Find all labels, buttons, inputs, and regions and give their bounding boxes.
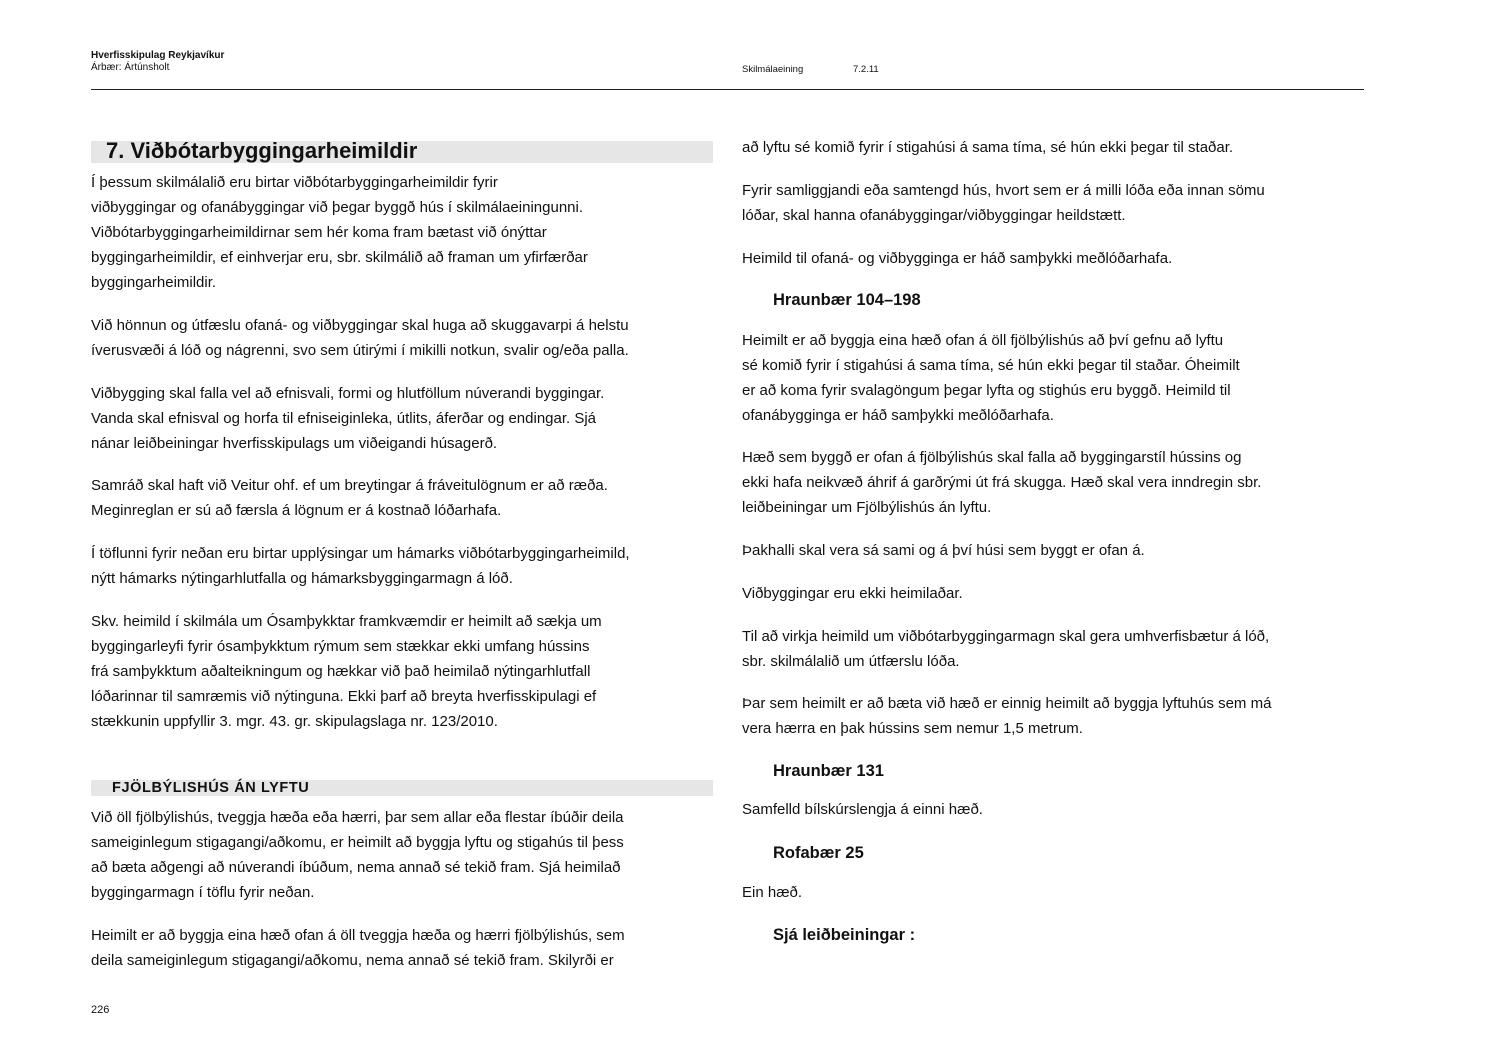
hraunbaer-104-198-paragraph-1 bbox=[742, 328, 1240, 428]
page-number: 226 bbox=[91, 1004, 110, 1016]
no-extension-paragraph bbox=[742, 581, 963, 606]
text-line: Fyrir samliggjandi eða samtengd hús, hvort sem er á milli lóða eða innan sömu bbox=[742, 182, 1265, 199]
text-line: Viðbyggingar eru ekki heimilaðar. bbox=[742, 585, 963, 602]
rofabaer-25-heading: Rofabær 25 bbox=[773, 844, 864, 862]
table-info-paragraph bbox=[91, 541, 630, 591]
text-line: byggingarmagn í töflu fyrir neðan. bbox=[91, 884, 315, 901]
text-line: nánar leiðbeiningar hverfisskipulags um viðeigandi húsagerð. bbox=[91, 435, 498, 452]
shadow-paragraph bbox=[91, 313, 629, 363]
adjoining-houses-paragraph bbox=[742, 178, 1265, 228]
text-line: Skv. heimild í skilmála um Ósamþykktar framkvæmdir er heimilt að sækja um bbox=[91, 613, 602, 630]
materials-paragraph bbox=[91, 381, 604, 456]
text-line: deila sameiginlegum stigagangi/aðkomu, nema annað sé tekið fram. Skilyrði er bbox=[91, 952, 614, 969]
text-line: Heimilt er að byggja eina hæð ofan á öll fjölbýlishús að því gefnu að lyftu bbox=[742, 332, 1224, 349]
document-title: Hverfisskipulag Reykjavíkur bbox=[91, 50, 225, 61]
text-line: byggingarleyfi fyrir ósamþykktum rýmum sem stækkar ekki umfang hússins bbox=[91, 638, 590, 655]
text-line: Við öll fjölbýlishús, tveggja hæða eða hærri, þar sem allar eða flestar íbúðir deila bbox=[91, 809, 624, 826]
guidelines-heading: Sjá leiðbeiningar : bbox=[773, 926, 916, 944]
subsection-heading: FJÖLBÝLISHÚS ÁN LYFTU bbox=[112, 780, 310, 796]
text-line: Viðbótarbyggingarheimildirnar sem hér koma fram bætast við ónýttar bbox=[91, 224, 547, 241]
text-line: Heimilt er að byggja eina hæð ofan á öll tveggja hæða og hærri fjölbýlishús, sem bbox=[91, 927, 625, 944]
text-line: Samráð skal haft við Veitur ohf. ef um breytingar á fráveitulögnum er að ræða. bbox=[91, 477, 608, 494]
text-line: Í töflunni fyrir neðan eru birtar upplýsingar um hámarks viðbótarbyggingarheimild, bbox=[91, 545, 630, 562]
text-line: viðbyggingar og ofanábyggingar við þegar byggð hús í skilmálaeiningunni. bbox=[91, 199, 583, 216]
text-line: Til að virkja heimild um viðbótarbyggingarmagn skal gera umhverfisbætur á lóð, bbox=[742, 628, 1270, 645]
text-line: vera hærra en þak hússins sem nemur 1,5 metrum. bbox=[742, 720, 1083, 737]
veitur-paragraph bbox=[91, 473, 608, 523]
text-line: byggingarheimildir, ef einhverjar eru, sbr. skilmálið að framan um yfirfærðar bbox=[91, 249, 588, 266]
consent-paragraph bbox=[742, 246, 1172, 271]
lift-house-paragraph bbox=[742, 691, 1271, 741]
text-line: íverusvæði á lóð og nágrenni, svo sem útirými í mikilli notkun, svalir og/eða palla. bbox=[91, 342, 629, 359]
text-line: Samfelld bílskúrslengja á einni hæð. bbox=[742, 801, 983, 818]
section-reference bbox=[742, 64, 879, 76]
roof-pitch-paragraph bbox=[742, 538, 1145, 563]
intro-paragraph bbox=[91, 170, 588, 295]
text-line: Þakhalli skal vera sá sami og á því húsi sem byggt er ofan á. bbox=[742, 542, 1145, 559]
text-line: ekki hafa neikvæð áhrif á garðrými út frá skugga. Hæð skal vera inndregin sbr. bbox=[742, 474, 1262, 491]
text-line: Við hönnun og útfæslu ofaná- og viðbyggingar skal huga að skuggavarpi á helstu bbox=[91, 317, 629, 334]
text-line: Hæð sem byggð er ofan á fjölbýlishús skal falla að byggingarstíl hússins og bbox=[742, 449, 1242, 466]
subsection-heading-bar bbox=[91, 780, 713, 796]
extra-floor-paragraph bbox=[91, 923, 625, 973]
elevator-paragraph bbox=[91, 805, 624, 905]
text-line: leiðbeiningar um Fjölbýlishús án lyftu. bbox=[742, 499, 992, 516]
text-line: Í þessum skilmálalið eru birtar viðbótarbyggingarheimildir fyrir bbox=[91, 174, 498, 191]
text-line: lóðarinnar til samræmis við nýtinguna. Ekki þarf að breyta hverfisskipulagi ef bbox=[91, 688, 597, 705]
text-line: byggingarheimildir. bbox=[91, 274, 217, 291]
section-heading-bar bbox=[91, 138, 713, 163]
text-line: Vanda skal efnisval og horfa til efniseiginleka, útlits, áferðar og endingar. Sjá bbox=[91, 410, 597, 427]
document-subtitle: Árbær: Ártúnsholt bbox=[91, 62, 170, 73]
environment-paragraph bbox=[742, 624, 1269, 674]
text-line: Heimild til ofaná- og viðbygginga er háð samþykki meðlóðarhafa. bbox=[742, 250, 1173, 267]
text-line: sbr. skilmálalið um útfærslu lóða. bbox=[742, 653, 960, 670]
text-line: frá samþykktum aðalteikningum og hækkar við það heimilað nýtingarhlutfall bbox=[91, 663, 591, 680]
text-line: Viðbygging skal falla vel að efnisvali, formi og hlutföllum núverandi byggingar. bbox=[91, 385, 605, 402]
document-header bbox=[91, 50, 224, 74]
text-line: lóðar, skal hanna ofanábyggingar/viðbyggingar heildstætt. bbox=[742, 207, 1126, 224]
rofabaer-25-paragraph bbox=[742, 880, 802, 905]
text-line: er að koma fyrir svalagöngum þegar lyfta og stighús eru byggð. Heimild til bbox=[742, 382, 1231, 399]
text-line: að lyftu sé komið fyrir í stigahúsi á sama tíma, sé hún ekki þegar til staðar. bbox=[742, 139, 1234, 156]
text-line: stækkunin uppfyllir 3. mgr. 43. gr. skipulagslaga nr. 123/2010. bbox=[91, 713, 498, 730]
hraunbaer-104-198-paragraph-2 bbox=[742, 445, 1261, 520]
hraunbaer-131-paragraph bbox=[742, 797, 983, 822]
text-line: sameiginlegum stigagangi/aðkomu, er heimilt að byggja lyftu og stigahús til þess bbox=[91, 834, 624, 851]
text-line: Meginreglan er sú að færsla á lögnum er á kostnað lóðarhafa. bbox=[91, 502, 502, 519]
section-code: 7.2.11 bbox=[853, 64, 879, 75]
text-line: Þar sem heimilt er að bæta við hæð er einnig heimilt að byggja lyftuhús sem má bbox=[742, 695, 1272, 712]
section-label: Skilmálaeining bbox=[742, 64, 804, 75]
text-line: Ein hæð. bbox=[742, 884, 803, 901]
hraunbaer-131-heading: Hraunbær 131 bbox=[773, 762, 884, 780]
text-line: ofanábygginga er háð samþykki meðlóðarhafa. bbox=[742, 407, 1054, 424]
text-line: að bæta aðgengi að núverandi íbúðum, nema annað sé tekið fram. Sjá heimilað bbox=[91, 859, 621, 876]
header-divider bbox=[91, 89, 1364, 90]
section-heading: 7. Viðbótarbyggingarheimildir bbox=[106, 138, 418, 163]
continuation-paragraph bbox=[742, 135, 1233, 160]
hraunbaer-104-198-heading: Hraunbær 104–198 bbox=[773, 291, 921, 309]
text-line: nýtt hámarks nýtingarhlutfalla og hámarksbyggingarmagn á lóð. bbox=[91, 570, 513, 587]
text-line: sé komið fyrir í stigahúsi á sama tíma, sé hún ekki þegar til staðar. Óheimilt bbox=[742, 357, 1240, 374]
unapproved-works-paragraph bbox=[91, 609, 602, 734]
